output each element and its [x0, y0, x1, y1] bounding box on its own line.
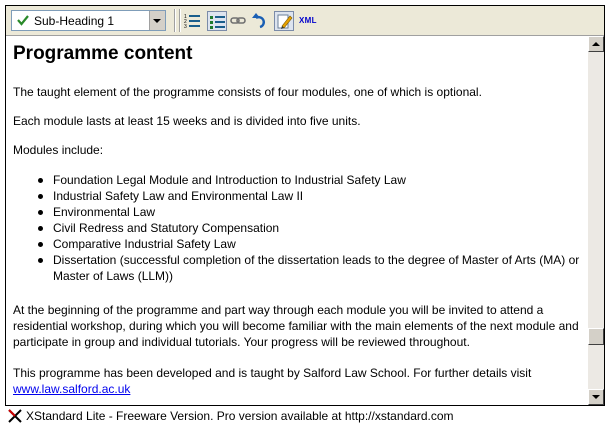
- xstandard-logo-icon: [8, 409, 22, 423]
- editor-toolbar: [6, 6, 604, 36]
- list-item: Environmental Law: [53, 204, 583, 220]
- chevron-down-icon[interactable]: [149, 11, 165, 30]
- paragraph-further-details: [13, 365, 583, 397]
- xml-button[interactable]: XML: [299, 16, 317, 25]
- edit-source-button[interactable]: [274, 11, 294, 31]
- vertical-scrollbar[interactable]: [588, 36, 604, 405]
- editor-frame: [5, 5, 605, 406]
- svg-text:3: 3: [184, 24, 187, 29]
- style-select-value: Sub-Heading 1: [34, 14, 115, 28]
- svg-text:1: 1: [184, 14, 187, 20]
- list-item: Comparative Industrial Safety Law: [53, 236, 583, 252]
- paragraph-style-select[interactable]: [11, 10, 166, 31]
- paragraph-intro: The taught element of the programme consists of four modules, one of which is optional.: [13, 85, 482, 99]
- list-item: Civil Redress and Statutory Compensation: [53, 220, 583, 236]
- chain-link-icon: [230, 12, 247, 29]
- paragraph-workshop: At the beginning of the programme and part way through each module you will be invited to attend a residential workshop, during which you will become familiar with the main elements of the next module and participate in group and individual tutorials. Your progress will be reviewed throughout.: [13, 303, 579, 349]
- bulleted-list-icon: [209, 13, 226, 30]
- module-list: [53, 172, 583, 284]
- list-item: Dissertation (successful completion of the dissertation leads to the degree of Master of Arts (MA) or Master of Laws (LLM)): [53, 252, 583, 284]
- scroll-down-button[interactable]: [588, 389, 604, 405]
- numbered-list-button[interactable]: [183, 11, 203, 31]
- document-heading: Programme content: [13, 43, 193, 64]
- list-item: Foundation Legal Module and Introduction to Industrial Safety Law: [53, 172, 583, 188]
- scrollbar-thumb[interactable]: [588, 328, 604, 345]
- bulleted-list-button[interactable]: [207, 11, 227, 31]
- hyperlink-button[interactable]: [229, 11, 249, 31]
- document-content[interactable]: [6, 36, 588, 405]
- arrow-up-icon: [589, 37, 603, 51]
- undo-button[interactable]: [251, 11, 271, 31]
- list-item: Industrial Safety Law and Environmental Law II: [53, 188, 583, 204]
- scroll-up-button[interactable]: [588, 36, 604, 52]
- toolbar-separator: [174, 9, 176, 32]
- arrow-down-icon: [589, 390, 603, 404]
- check-icon: [16, 13, 30, 27]
- footer-text: XStandard Lite - Freeware Version. Pro version available at http://xstandard.com: [26, 409, 454, 423]
- law-school-link[interactable]: www.law.salford.ac.uk: [13, 382, 131, 396]
- paragraph-modules-intro: Modules include:: [13, 143, 104, 157]
- numbered-list-icon: [184, 12, 201, 29]
- svg-text:2: 2: [184, 19, 187, 25]
- paragraph-duration: Each module lasts at least 15 weeks and is divided into five units.: [13, 114, 361, 128]
- pencil-icon: [276, 13, 293, 30]
- undo-icon: [252, 12, 269, 29]
- further-details-text: This programme has been developed and is taught by Salford Law School. For further details visit: [13, 366, 532, 380]
- toolbar-separator: [179, 9, 181, 32]
